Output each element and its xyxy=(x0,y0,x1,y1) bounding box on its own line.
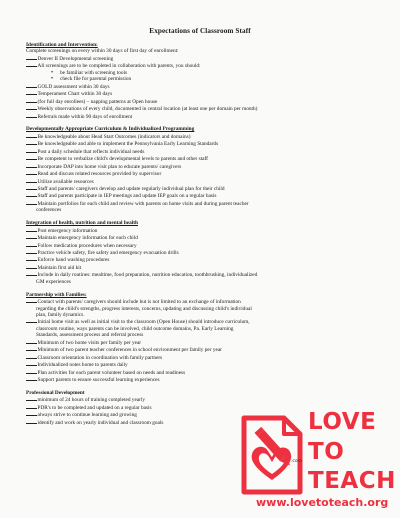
item-text: Follow medication procedures when necessary xyxy=(37,242,137,249)
item-text: classroom routine, ways parents can be involved, child outcome domains, Pa. Early Learning xyxy=(36,325,234,332)
checklist-item xyxy=(26,227,376,234)
checklist-item xyxy=(26,318,376,325)
checkbox-blank-line xyxy=(26,376,37,381)
section-heading: Developmentally Appropriate Curriculum & Individualized Programming xyxy=(26,126,195,133)
checklist-item xyxy=(26,178,376,185)
checklist-item xyxy=(26,271,376,278)
item-text: GOLD assessment within 30 days xyxy=(37,83,110,90)
checklist-item xyxy=(26,207,376,213)
checklist-item xyxy=(26,298,376,305)
document-title: Expectations of Classroom Staff xyxy=(149,27,251,35)
item-text: Referrals made within 90 days of enrollment xyxy=(37,113,133,120)
checkbox-blank-line xyxy=(26,178,37,183)
logo-word-to: TO xyxy=(308,439,345,465)
checkbox-blank-line xyxy=(26,133,37,138)
item-text: PDR's to be completed and updated on a regular basis xyxy=(37,404,152,411)
checklist-item xyxy=(26,361,376,368)
checkbox-blank-line xyxy=(26,361,37,366)
checklist-item xyxy=(26,200,376,207)
checkbox-blank-line xyxy=(26,90,37,95)
checklist-item xyxy=(26,170,376,177)
item-text: Include in daily routines: mealtime, food preparation, nutrition education, toothbrushing, individualized xyxy=(37,272,258,279)
checklist-item xyxy=(26,256,376,263)
section xyxy=(26,292,376,384)
checklist-item xyxy=(26,369,376,376)
checkbox-blank-line xyxy=(26,185,37,190)
bullet-item xyxy=(26,76,376,82)
checklist-item xyxy=(26,396,376,403)
checklist-item xyxy=(26,376,376,383)
item-text: Support parents to ensure successful learning experiences xyxy=(37,377,160,384)
item-text: Read and discuss related resources provided by supervisor xyxy=(37,171,162,178)
item-text: (for full day enrollees) – napping patterns at Open house xyxy=(37,98,158,105)
item-text: Plan activities for each parent volunteer based on needs and readiness xyxy=(37,369,186,376)
item-text: Minimum of two home visits per family per year xyxy=(37,339,142,346)
checklist-item xyxy=(26,98,376,105)
checkbox-blank-line xyxy=(26,227,37,232)
checkbox-blank-line xyxy=(26,105,37,110)
item-text: Classroom orientation in coordination with family partners xyxy=(37,354,163,361)
item-text: Staff and parents participate in IEP meetings and update IEP goals on a regular basis xyxy=(37,193,217,200)
checkbox-blank-line xyxy=(26,148,37,153)
item-text: Incorporate DAP into home visit plan to educate parents/ caregivers xyxy=(37,163,182,170)
checkbox-blank-line xyxy=(26,354,37,359)
checkbox-blank-line xyxy=(26,419,37,424)
checkbox-blank-line xyxy=(26,242,37,247)
item-text: conferences xyxy=(36,207,62,214)
item-text: Temperament Chart within 30 days xyxy=(37,91,113,98)
checklist-item xyxy=(26,62,376,69)
section xyxy=(26,42,376,120)
section xyxy=(26,220,376,285)
checkbox-blank-line xyxy=(26,200,37,205)
checklist-item xyxy=(26,155,376,162)
checklist-item xyxy=(26,234,376,241)
logo-word-teach: TEACH xyxy=(308,468,396,494)
checklist-item xyxy=(26,249,376,256)
checklist-item xyxy=(26,346,376,353)
item-text: Complete screenings on every within 30 days of first day of enrollment: xyxy=(26,48,179,55)
item-text: Post a daily schedule that reflects individual needs xyxy=(37,148,145,155)
item-text: Maintain first aid kit xyxy=(37,264,82,271)
checkbox-blank-line xyxy=(26,163,37,168)
item-text: Maintain emergency information for each child xyxy=(37,235,138,242)
item-text: Staff and parents/ caregivers develop and update regularly individual plan for their child xyxy=(37,186,225,192)
item-text: Initial home visit as well as initial visit to the classroom (Open House) should introduce curriculum, xyxy=(37,319,250,326)
checkbox-blank-line xyxy=(26,396,37,401)
item-text: Weekly observations of every child, documented in central location (at least one per domain per month) xyxy=(37,106,258,113)
checklist-item xyxy=(26,264,376,271)
item-text: Be knowledgeable and able to implement the Pennsylvania Early Learning Standards xyxy=(37,141,219,148)
checkbox-blank-line xyxy=(26,249,37,254)
item-text: check file for parental permission xyxy=(60,76,132,83)
item-text: Contact with parents/ caregivers should include but is not limited to an exchange of information xyxy=(37,299,241,306)
item-text: Utilize available resources xyxy=(37,178,94,185)
love-to-teach-logo xyxy=(238,410,398,510)
checkbox-blank-line xyxy=(26,140,37,145)
section-heading: Partnership with Families: xyxy=(26,291,87,298)
checkbox-blank-line xyxy=(26,113,37,118)
item-text: Individualized notes home to parents daily xyxy=(37,362,128,369)
item-text: All screenings are to be completed in collaboration with parents, you should: xyxy=(37,63,201,70)
item-text: plan, family dynamics. xyxy=(36,312,85,319)
item-text: be familiar with screening tools xyxy=(60,69,128,76)
checkbox-blank-line xyxy=(26,298,37,303)
item-text: Maintain portfolios for each child and review with parents on home visits and during parent teacher xyxy=(37,200,249,207)
section xyxy=(26,126,376,213)
section-heading: Integration of health, nutrition and mental health xyxy=(26,220,138,227)
checkbox-blank-line xyxy=(26,271,37,276)
checkbox-blank-line xyxy=(26,55,37,60)
logo-com-tag: .com xyxy=(291,459,303,464)
checklist-item xyxy=(26,242,376,249)
checkbox-blank-line xyxy=(26,264,37,269)
checklist-item xyxy=(26,148,376,155)
checklist-item xyxy=(26,279,376,285)
section-heading: Identification and Intervention: xyxy=(26,42,98,48)
checkbox-blank-line xyxy=(26,339,37,344)
checklist-item xyxy=(26,185,376,192)
checkbox-blank-line xyxy=(26,98,37,103)
item-text: Practice vehicle safety, fire safety and emergency evacuation drills xyxy=(37,250,179,257)
item-text: Be knowledgeable about Head Start Outcomes (indicators and domains) xyxy=(37,133,191,140)
checkbox-blank-line xyxy=(26,62,37,67)
item-text: Minimum of two parent teacher conferences in school environment per family per year xyxy=(37,347,222,354)
checkbox-blank-line xyxy=(26,369,37,374)
checkbox-blank-line xyxy=(26,155,37,160)
item-text: Denver II Developmental screening xyxy=(37,55,114,62)
website-url[interactable]: www.lovetoteach.org xyxy=(256,496,389,509)
item-text: Standards, assessment process and referral process xyxy=(36,332,144,339)
item-text: Enforce hand washing procedures xyxy=(37,257,110,264)
item-text: minimum of 24 hours of training completed yearly xyxy=(37,397,146,404)
item-text: GM experiences xyxy=(36,278,71,285)
checkbox-blank-line xyxy=(26,170,37,175)
checklist-item xyxy=(26,83,376,90)
item-text: identify and work on yearly individual and classroom goals xyxy=(37,419,164,426)
document-body xyxy=(26,42,376,433)
checkbox-blank-line xyxy=(26,318,37,323)
checkbox-blank-line xyxy=(26,411,37,416)
checkbox-blank-line xyxy=(26,256,37,261)
checklist-item xyxy=(26,140,376,147)
checklist-item xyxy=(26,133,376,140)
section-heading: Professional Development xyxy=(26,389,85,396)
checkbox-blank-line xyxy=(26,83,37,88)
checklist-item xyxy=(26,113,376,120)
document-heart-pencil-icon xyxy=(238,414,310,496)
checklist-item xyxy=(26,354,376,361)
checklist-item xyxy=(26,90,376,97)
item-text: Be competent to verbalize child's developmental levels to parents and other staff xyxy=(37,156,208,163)
item-text: regarding the child's strengths, progress interests, concerns, updating and discussing child's individual xyxy=(36,305,252,312)
checkbox-blank-line xyxy=(26,346,37,351)
checkbox-blank-line xyxy=(26,404,37,409)
checkbox-blank-line xyxy=(26,234,37,239)
item-text: always strive to continue learning and growing xyxy=(37,412,137,419)
checklist-item xyxy=(26,339,376,346)
checklist-item xyxy=(26,192,376,199)
checkbox-blank-line xyxy=(26,192,37,197)
item-text: Post emergency information xyxy=(37,227,98,234)
checklist-item xyxy=(26,55,376,62)
checklist-item xyxy=(26,105,376,112)
checklist-item xyxy=(26,163,376,170)
logo-word-love: LOVE xyxy=(308,409,377,435)
